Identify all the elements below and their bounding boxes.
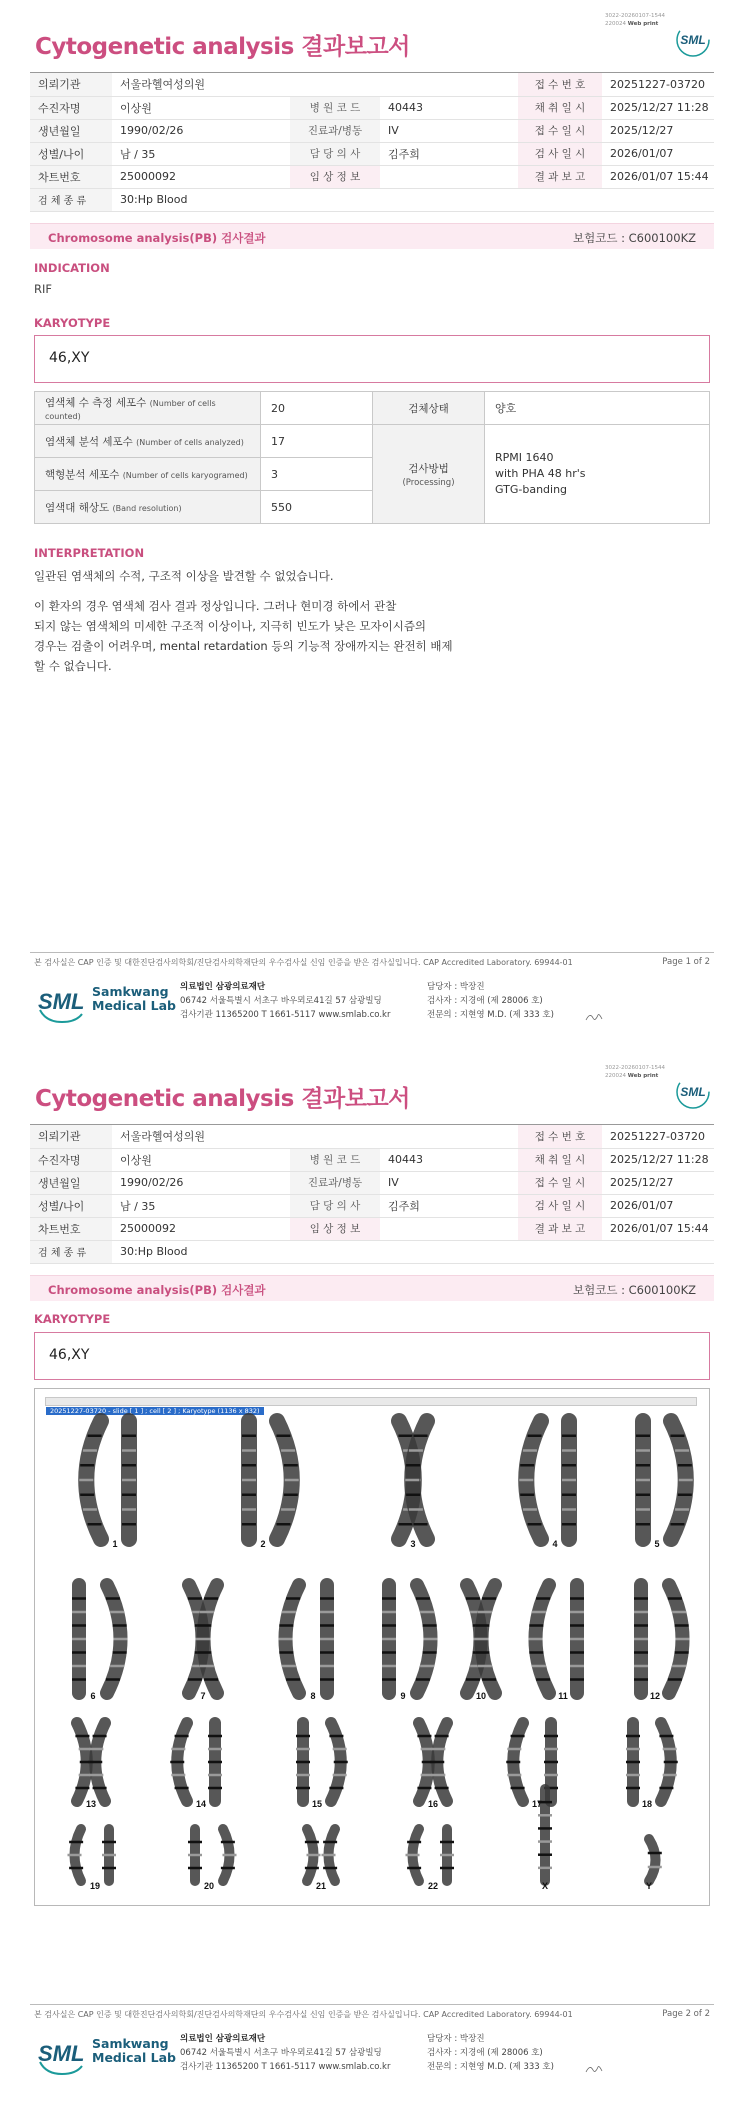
chromosome-pair-7: [188, 1585, 218, 1693]
receipt-no-value: 20251227-03720: [602, 1125, 714, 1148]
clinical-value: [380, 165, 518, 188]
chromosome-pair-11: [529, 1585, 585, 1693]
lab-staff: 담당자 : 박장진 검사자 : 지경애 (제 28006 호) 전문의 : 지현영 M.D. (제 333 호): [427, 2034, 554, 2072]
doctor-label: 담 당 의 사: [290, 1194, 380, 1217]
chromosome-label-8: 8: [310, 1691, 316, 1701]
cells-analyzed-value: 17: [261, 425, 373, 458]
sex-age-label: 성별/나이: [30, 1194, 112, 1217]
chromosome-label-6: 6: [90, 1691, 96, 1701]
chromosome-pair-12: [634, 1585, 690, 1693]
karyotype-value: 46,XY: [49, 1347, 90, 1363]
chromosome-label-16: 16: [427, 1799, 439, 1809]
dept-value: IV: [380, 1171, 518, 1194]
sml-footer-logo-icon: [36, 980, 88, 1026]
karyotype-heading: KARYOTYPE: [34, 1312, 111, 1326]
cell-count-table: [34, 391, 710, 524]
name-value: 이상원: [112, 1148, 290, 1171]
karyogram-chromosomes: [35, 1389, 711, 1907]
clinical-value: [380, 1217, 518, 1240]
insurance-code: 보험코드 : C600100KZ: [573, 231, 696, 245]
chromosome-pair-16: [417, 1723, 448, 1801]
cells-analyzed-label: 염색체 분석 세포수 (Number of cells analyzed): [35, 425, 261, 458]
dept-value: IV: [380, 119, 518, 142]
tested-label: 검 사 일 시: [518, 1194, 602, 1217]
signature-icon: [584, 2062, 604, 2076]
indication-value: RIF: [34, 282, 52, 296]
chromosome-label-19: 19: [89, 1881, 101, 1891]
svg-text:SML: SML: [680, 1085, 706, 1099]
chromosome-label-13: 13: [85, 1799, 97, 1809]
chromosome-label-17: 17: [531, 1799, 543, 1809]
band-resolution-value: 550: [261, 491, 373, 524]
chromosome-label-21: 21: [315, 1881, 327, 1891]
institution-value: 서울라헬여성의원: [112, 1125, 518, 1148]
chromosome-label-4: 4: [552, 1539, 558, 1549]
dob-label: 생년월일: [30, 119, 112, 142]
tested-value: 2026/01/07: [602, 142, 714, 165]
patient-info-table: [30, 72, 714, 212]
sml-logo: [675, 22, 711, 58]
chromosome-label-5: 5: [654, 1539, 660, 1549]
document-code: 3022-20260107-1544 220024 Web print: [605, 1065, 665, 1079]
hospital-code-value: 40443: [380, 96, 518, 119]
specimen-label: 검 체 종 류: [30, 1240, 112, 1263]
chart-no-value: 25000092: [112, 1217, 290, 1240]
svg-text:SML: SML: [38, 989, 85, 1014]
dept-label: 진료과/병동: [290, 119, 380, 142]
collected-value: 2025/12/27 11:28: [602, 1148, 714, 1171]
received-value: 2025/12/27: [602, 1171, 714, 1194]
chromosome-pair-13: [75, 1723, 106, 1801]
chromosome-pair-22: [406, 1829, 455, 1881]
chromosome-pair-6: [72, 1585, 128, 1693]
cells-counted-value: 20: [261, 392, 373, 425]
chromosome-pair-4: [519, 1421, 576, 1539]
reported-value: 2026/01/07 15:44: [602, 165, 714, 188]
svg-text:SML: SML: [680, 33, 706, 47]
collected-label: 채 취 일 시: [518, 96, 602, 119]
collected-value: 2025/12/27 11:28: [602, 96, 714, 119]
result-section-title: Chromosome analysis(PB) 검사결과: [48, 1283, 266, 1297]
hospital-code-value: 40443: [380, 1148, 518, 1171]
name-value: 이상원: [112, 96, 290, 119]
chromosome-pair-1: [79, 1421, 136, 1539]
sml-logo: [675, 1074, 711, 1110]
svg-text:SML: SML: [38, 2041, 85, 2066]
dept-label: 진료과/병동: [290, 1171, 380, 1194]
report-title: Cytogenetic analysis 결과보고서: [35, 1086, 410, 1112]
chromosome-pair-14: [170, 1723, 222, 1801]
chromosome-label-15: 15: [311, 1799, 323, 1809]
doctor-value: 김주희: [380, 1194, 518, 1217]
chromosome-pair-10: [466, 1585, 496, 1693]
receipt-no-label: 접 수 번 호: [518, 73, 602, 96]
institution-label: 의뢰기관: [30, 73, 112, 96]
doctor-value: 김주희: [380, 142, 518, 165]
hospital-code-label: 병 원 코 드: [290, 96, 380, 119]
band-resolution-label: 염색대 해상도 (Band resolution): [35, 491, 261, 524]
institution-label: 의뢰기관: [30, 1125, 112, 1148]
karyotype-heading: KARYOTYPE: [34, 316, 111, 330]
specimen-value: 30:Hp Blood: [112, 188, 714, 211]
chromosome-pair-18: [626, 1723, 678, 1801]
chromosome-label-12: 12: [649, 1691, 661, 1701]
chromosome-pair-3: [398, 1421, 427, 1539]
reported-label: 결 과 보 고: [518, 165, 602, 188]
result-section-bar: [30, 223, 714, 249]
method-label: 검사방법 (Processing): [373, 425, 485, 524]
method-value: RPMI 1640 with PHA 48 hr's GTG-banding: [485, 425, 710, 524]
report-title: Cytogenetic analysis 결과보고서: [35, 34, 410, 60]
karyogram-header-text: 20251227-03720 - slide [ 1 ] ; cell [ 2 ] ; Karyotype (1136 x 832): [46, 1407, 264, 1415]
lab-address: 의료법인 삼광의료재단 06742 서울특별시 서초구 바우뫼로41길 57 삼광빌딩 검사기관 11365200 T 1661-5117 www.smlab.co.kr: [180, 982, 391, 1020]
chromosome-pair-x: [538, 1789, 552, 1881]
chromosome-label-1: 1: [112, 1539, 118, 1549]
chromosome-pair-8: [279, 1585, 335, 1693]
chromosome-label-11: 11: [558, 1691, 568, 1701]
karyotype-value: 46,XY: [49, 350, 90, 366]
footer-accreditation-note: 본 검사실은 CAP 인증 및 대한진단검사의학회/진단검사의학재단의 우수검사실 신임 인증을 받은 검사실입니다. CAP Accredited Laboratory. 69944-01: [34, 2010, 573, 2019]
hospital-code-label: 병 원 코 드: [290, 1148, 380, 1171]
name-label: 수진자명: [30, 1148, 112, 1171]
specimen-label: 검 체 종 류: [30, 188, 112, 211]
tested-label: 검 사 일 시: [518, 142, 602, 165]
name-label: 수진자명: [30, 96, 112, 119]
chromosome-pair-2: [242, 1421, 299, 1539]
footer-divider: [30, 2004, 714, 2005]
institution-value: 서울라헬여성의원: [112, 73, 518, 96]
chromosome-label-y: Y: [645, 1881, 653, 1891]
footer-divider: [30, 952, 714, 953]
chromosome-pair-15: [296, 1723, 348, 1801]
sex-age-value: 남 / 35: [112, 142, 290, 165]
collected-label: 채 취 일 시: [518, 1148, 602, 1171]
reported-label: 결 과 보 고: [518, 1217, 602, 1240]
cells-karyogramed-label: 핵형분석 세포수 (Number of cells karyogramed): [35, 458, 261, 491]
sml-footer-logo-icon: [36, 2032, 88, 2078]
chromosome-pair-y: [648, 1839, 662, 1881]
dob-value: 1990/02/26: [112, 119, 290, 142]
chromosome-label-2: 2: [260, 1539, 266, 1549]
clinical-label: 임 상 정 보: [290, 165, 380, 188]
cells-karyogramed-value: 3: [261, 458, 373, 491]
chromosome-label-7: 7: [200, 1691, 206, 1701]
chromosome-pair-5: [636, 1421, 693, 1539]
chromosome-pair-17: [506, 1723, 558, 1801]
receipt-no-value: 20251227-03720: [602, 73, 714, 96]
chromosome-label-10: 10: [475, 1691, 487, 1701]
received-value: 2025/12/27: [602, 119, 714, 142]
lab-name: Samkwang Medical Lab: [92, 2036, 176, 2065]
chart-no-value: 25000092: [112, 165, 290, 188]
document-code: 3022-20260107-1544 220024 Web print: [605, 13, 665, 27]
cells-counted-label: 염색체 수 측정 세포수 (Number of cells counted): [35, 392, 261, 425]
chromosome-label-20: 20: [203, 1881, 215, 1891]
lab-name: Samkwang Medical Lab: [92, 984, 176, 1013]
interpretation-heading: INTERPRETATION: [34, 546, 145, 560]
received-label: 접 수 일 시: [518, 1171, 602, 1194]
chromosome-pair-19: [68, 1829, 117, 1881]
result-section-bar: [30, 1275, 714, 1301]
specimen-state-value: 양호: [485, 392, 710, 425]
doctor-label: 담 당 의 사: [290, 142, 380, 165]
footer-accreditation-note: 본 검사실은 CAP 인증 및 대한진단검사의학회/진단검사의학재단의 우수검사실 신임 인증을 받은 검사실입니다. CAP Accredited Laboratory. 69944-01: [34, 958, 573, 967]
specimen-value: 30:Hp Blood: [112, 1240, 714, 1263]
karyotype-box: [34, 335, 710, 383]
page-number: Page 1 of 2: [662, 957, 710, 967]
sex-age-label: 성별/나이: [30, 142, 112, 165]
result-section-title: Chromosome analysis(PB) 검사결과: [48, 231, 266, 245]
chromosome-pair-20: [188, 1829, 237, 1881]
karyotype-box: [34, 1332, 710, 1380]
chart-no-label: 차트번호: [30, 1217, 112, 1240]
sex-age-value: 남 / 35: [112, 1194, 290, 1217]
insurance-code: 보험코드 : C600100KZ: [573, 1283, 696, 1297]
karyogram-image: [34, 1388, 710, 1906]
chromosome-label-x: X: [541, 1881, 549, 1891]
specimen-state-label: 검체상태: [373, 392, 485, 425]
chart-no-label: 차트번호: [30, 165, 112, 188]
chromosome-label-22: 22: [427, 1881, 439, 1891]
tested-value: 2026/01/07: [602, 1194, 714, 1217]
interpretation-text: 일관된 염색체의 수적, 구조적 이상을 발견할 수 없었습니다. 이 환자의 경우 염색체 검사 결과 정상입니다. 그러나 현미경 하에서 관찰 되지 않는 염색체의 미세한 구조적 이상이나, 지극히 빈도가 낮은 모자이시즘의 경우는 검출이 어려우며, mental retardation 등의 기능적 장애까지는 완전히 배제 할 수 없습니다.: [34, 569, 453, 673]
patient-info-table: [30, 1124, 714, 1264]
chromosome-pair-9: [382, 1585, 438, 1693]
signature-icon: [584, 1010, 604, 1024]
reported-value: 2026/01/07 15:44: [602, 1217, 714, 1240]
receipt-no-label: 접 수 번 호: [518, 1125, 602, 1148]
dob-label: 생년월일: [30, 1171, 112, 1194]
chromosome-label-3: 3: [410, 1539, 416, 1549]
page-number: Page 2 of 2: [662, 2009, 710, 2019]
indication-heading: INDICATION: [34, 261, 110, 275]
chromosome-label-14: 14: [195, 1799, 207, 1809]
received-label: 접 수 일 시: [518, 119, 602, 142]
lab-staff: 담당자 : 박장진 검사자 : 지경애 (제 28006 호) 전문의 : 지현영 M.D. (제 333 호): [427, 982, 554, 1020]
dob-value: 1990/02/26: [112, 1171, 290, 1194]
chromosome-label-18: 18: [641, 1799, 653, 1809]
chromosome-pair-21: [305, 1829, 337, 1881]
clinical-label: 임 상 정 보: [290, 1217, 380, 1240]
chromosome-label-9: 9: [400, 1691, 406, 1701]
lab-address: 의료법인 삼광의료재단 06742 서울특별시 서초구 바우뫼로41길 57 삼광빌딩 검사기관 11365200 T 1661-5117 www.smlab.co.kr: [180, 2034, 391, 2072]
